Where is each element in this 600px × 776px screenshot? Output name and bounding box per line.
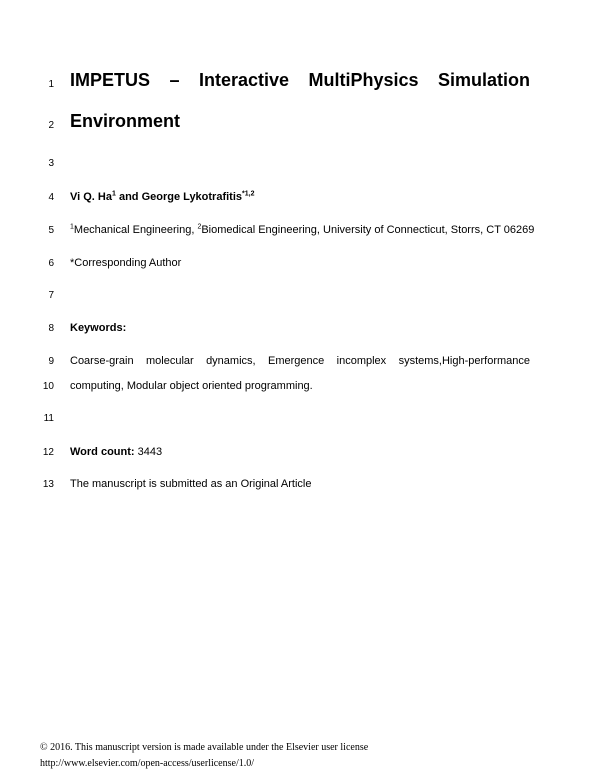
line-number: 1 [48,79,54,90]
line-number: 10 [42,381,54,392]
word-count-value: 3443 [134,446,163,458]
author-name: George Lykotrafitis [141,191,243,203]
line-number: 12 [42,447,54,458]
affiliation-marker: 2 [197,223,202,231]
keyword-word: molecular [145,355,194,367]
affiliation-marker: 1 [70,223,74,231]
line-number: 6 [48,258,54,269]
line-number: 2 [48,120,54,131]
keyword-word: Emergence [267,355,325,367]
license-notice: © 2016. This manuscript version is made available under the Elsevier user license [40,742,369,753]
keywords-line-2: computing, Modular object oriented programming. [70,380,313,392]
title-line-1 [70,70,530,91]
line-number: 9 [48,356,54,367]
line-number: 5 [48,225,54,236]
title-word: Interactive [198,70,290,90]
line-number: 13 [42,479,54,490]
line-number: 11 [43,413,54,424]
keyword-word: incomplex [336,355,387,367]
author-list [70,191,530,203]
word-count [70,446,530,458]
keywords-line-1 [70,355,530,367]
line-number: 4 [48,192,54,203]
license-url: http://www.elsevier.com/open-access/userlicense/1.0/ [40,758,255,769]
title-word: – [169,70,180,90]
word-count-label: Word count: [70,446,135,458]
keywords-label: Keywords: [70,322,127,334]
author-affiliation-marker: 1 [111,190,116,198]
title-word: IMPETUS [70,70,151,90]
corresponding-author-note: *Corresponding Author [70,257,182,269]
line-number: 7 [48,290,54,301]
title-word: Simulation [437,70,530,90]
keyword-word: Coarse-grain [70,355,134,367]
author-conjunction: and [115,191,142,203]
title-word: MultiPhysics [308,70,419,90]
author-affiliation-marker: *1,2 [242,190,255,198]
author-name: Vi Q. Ha [70,191,112,203]
keyword-word: systems,High-performance [398,355,530,367]
affiliation-text: Biomedical Engineering, University of Connecticut, Storrs, CT 06269 [201,224,535,236]
line-number: 8 [48,323,54,334]
title-line-2: Environment [70,111,181,131]
submission-note: The manuscript is submitted as an Original Article [70,478,312,490]
keyword-word: dynamics, [206,355,256,367]
affiliations [70,223,535,236]
line-number: 3 [48,158,54,169]
affiliation-text: Mechanical Engineering, [73,224,198,236]
